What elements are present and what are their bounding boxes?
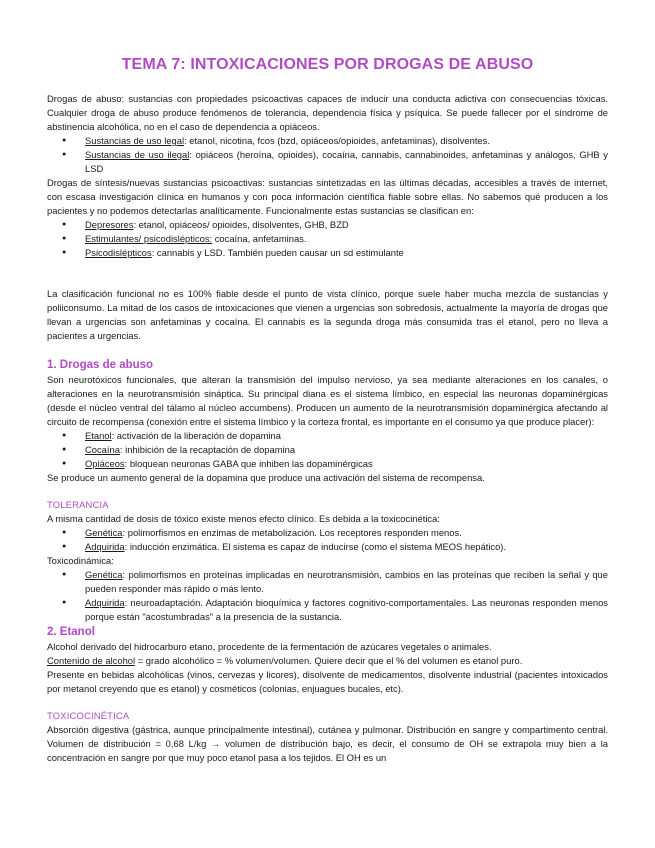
toxicocinetica-paragraph-1: Absorción digestiva (gástrica, aunque principalmente intestinal), cutánea y pulmonar. Distribución en sangre y compartimento central. Volumen de distribución = 0,68 L/kg → volumen de distribución bajo, es decir, el consumo de OH se extrapola muy bien a la concentración en sangre por que muy poco etanol pasa a los tejidos. El OH es un — [47, 724, 608, 763]
term-label: Adquirida — [85, 541, 125, 552]
section2-paragraph-2: Presente en bebidas alcohólicas (vinos, cervezas y licores), disolvente de medicamentos, disolvente industrial (pacientes intoxicados por metanol creyendo que es etanol) y cosméticos (colonias, enjuagues bucales, etc). — [47, 669, 608, 694]
tolerancia-paragraph-1: A misma cantidad de dosis de tóxico existe menos efecto clínico. Es debida a la toxicocinética: — [47, 513, 440, 524]
section2-contenido — [47, 654, 608, 668]
term-text: : inhibición de la recaptación de dopamina — [119, 444, 296, 455]
term-text: : neuroadaptación. Adaptación bioquímica y factores cognitivo-comportamentales. Las neuronas responden menos porque están "acostumbradas" a la presencia de la sustancia. — [85, 597, 608, 622]
intro-paragraph-3: La clasificación funcional no es 100% fiable desde el punto de vista clínico, porque suele haber mucha mezcla de sustancias y poliiconsumo. La mitad de los casos de intoxicaciones que vienen a urgencias son sobredosis, actualmente la mayoría de drogas que llevan a urgencias son anfetaminas y cocaína. El cannabis es la segunda droga más consumida tras el etanol, pero no lleva a pacientes a urgencias. — [47, 288, 608, 341]
section2-paragraph-1: Alcohol derivado del hidrocarburo etano, procedente de la fermentación de azúcares vegetales o animales. — [47, 641, 492, 652]
intro-paragraph-2: Drogas de síntesis/nuevas sustancias psicoactivas: sustancias sintetizadas en las últimas décadas, accesibles a través de internet, con escasa investigación clínica en humanos y con poca información científica fiable sobre ellas. No sabemos qué producen a los pacientes y no podemos detectarlas analíticamente. Funcionalmente estas sustancias se clasifican en: — [47, 177, 608, 216]
term-text: : activación de la liberación de dopamina — [111, 430, 281, 441]
list-item — [47, 443, 608, 457]
term-label: Genética — [85, 527, 123, 538]
term-text: : inducción enzimática. El sistema es capaz de inducirse (como el sistema MEOS hepático). — [124, 541, 507, 552]
term-label: Cocaína — [85, 444, 120, 455]
tolerancia-paragraph-2: Toxicodinámica: — [47, 555, 114, 566]
term-label: Sustancias de uso legal — [85, 135, 185, 146]
term-label: Estimulantes/ psicodislépticos: — [85, 233, 213, 244]
term-text: : polimorfismos en proteínas implicadas en neurotransmisión, cambios en las proteínas que reciben la señal y que pueden responder más rápido o más lento. — [85, 569, 608, 594]
list-item — [47, 568, 608, 596]
toxicodinamica-list — [47, 568, 608, 624]
term-text: = grado alcohólico = % volumen/volumen. Quiere decir que el % del volumen es etanol puro. — [135, 655, 523, 666]
section-heading-drogas: 1. Drogas de abuso — [47, 359, 154, 371]
intro-paragraph-1: Drogas de abuso: sustancias con propiedades psicoactivas capaces de inducir una conducta adictiva con consecuencias tóxicas. Cualquier droga de abuso produce fenómenos de tolerancia, dependencia física y psíquica. Se puede fallecer por el síndrome de abstinencia alcohólica, no en el caso de dependencia a opiáceos. — [47, 93, 608, 132]
section1-paragraph-1: Son neurotóxicos funcionales, que alteran la transmisión del impulso nervioso, ya sea mediante alteraciones en los canales, o alteraciones en la neurotransmisión sináptica. Su principal diana es el sistema límbico, en especial las neuronas dopaminérgicas (desde el núcleo ventral del tálamo al núcleo accumbens). Producen un aumento de la neurotransmisión dopaminérgica afectando al circuito de recompensa (conexión entre el sistema límbico y la corteza frontal, es importante en el consumo ya que produce placer): — [47, 374, 608, 427]
list-item — [47, 526, 608, 540]
subheading-toxicocinetica: TOXICOCINÉTICA — [47, 710, 130, 721]
toxicocinetica-list — [47, 526, 608, 554]
term-text: : etanol, nicotina, fcos (bzd, opiáceos/opioides, anfetaminas), disolventes. — [184, 135, 490, 146]
term-text: : cannabis y LSD. También pueden causar un sd estimulante — [151, 247, 404, 258]
subheading-tolerancia: TOLERANCIA — [47, 499, 109, 510]
term-text: : polimorfismos en enzimas de metabolización. Los receptores responden menos. — [122, 527, 462, 538]
list-item — [47, 457, 608, 471]
list-item — [47, 540, 608, 554]
list-item — [47, 232, 608, 246]
term-text: : bloquean neuronas GABA que inhiben las dopaminérgicas — [124, 458, 373, 469]
list-item — [47, 218, 608, 232]
list-item — [47, 148, 608, 176]
term-text: : etanol, opiáceos/ opioides, disolventes, GHB, BZD — [133, 219, 349, 230]
functional-class-list — [47, 218, 608, 260]
mechanism-list — [47, 429, 608, 471]
term-label: Sustancias de uso ilegal — [85, 149, 190, 160]
term-label: Genética — [85, 569, 123, 580]
term-label: Opiáceos — [85, 458, 125, 469]
list-item — [47, 134, 608, 148]
list-item — [47, 246, 608, 260]
section-heading-etanol: 2. Etanol — [47, 626, 95, 638]
section1-paragraph-2: Se produce un aumento general de la dopamina que produce una activación del sistema de recompensa. — [47, 472, 485, 483]
term-label: Etanol — [85, 430, 112, 441]
term-label: Psicodislépticos — [85, 247, 152, 258]
term-text: : opiáceos (heroína, opioides), cocaína, cannabis, cannabinoides, anfetaminas y análogos, GHB y LSD — [85, 149, 608, 174]
term-label: Contenido de alcohol — [47, 655, 136, 666]
term-label: Depresores — [85, 219, 134, 230]
term-text: cocaína, anfetaminas. — [212, 233, 307, 244]
list-item — [47, 429, 608, 443]
list-item — [47, 596, 608, 624]
legal-status-list — [47, 134, 608, 176]
document-title: TEMA 7: INTOXICACIONES POR DROGAS DE ABUSO — [121, 56, 534, 73]
term-label: Adquirida — [85, 597, 125, 608]
